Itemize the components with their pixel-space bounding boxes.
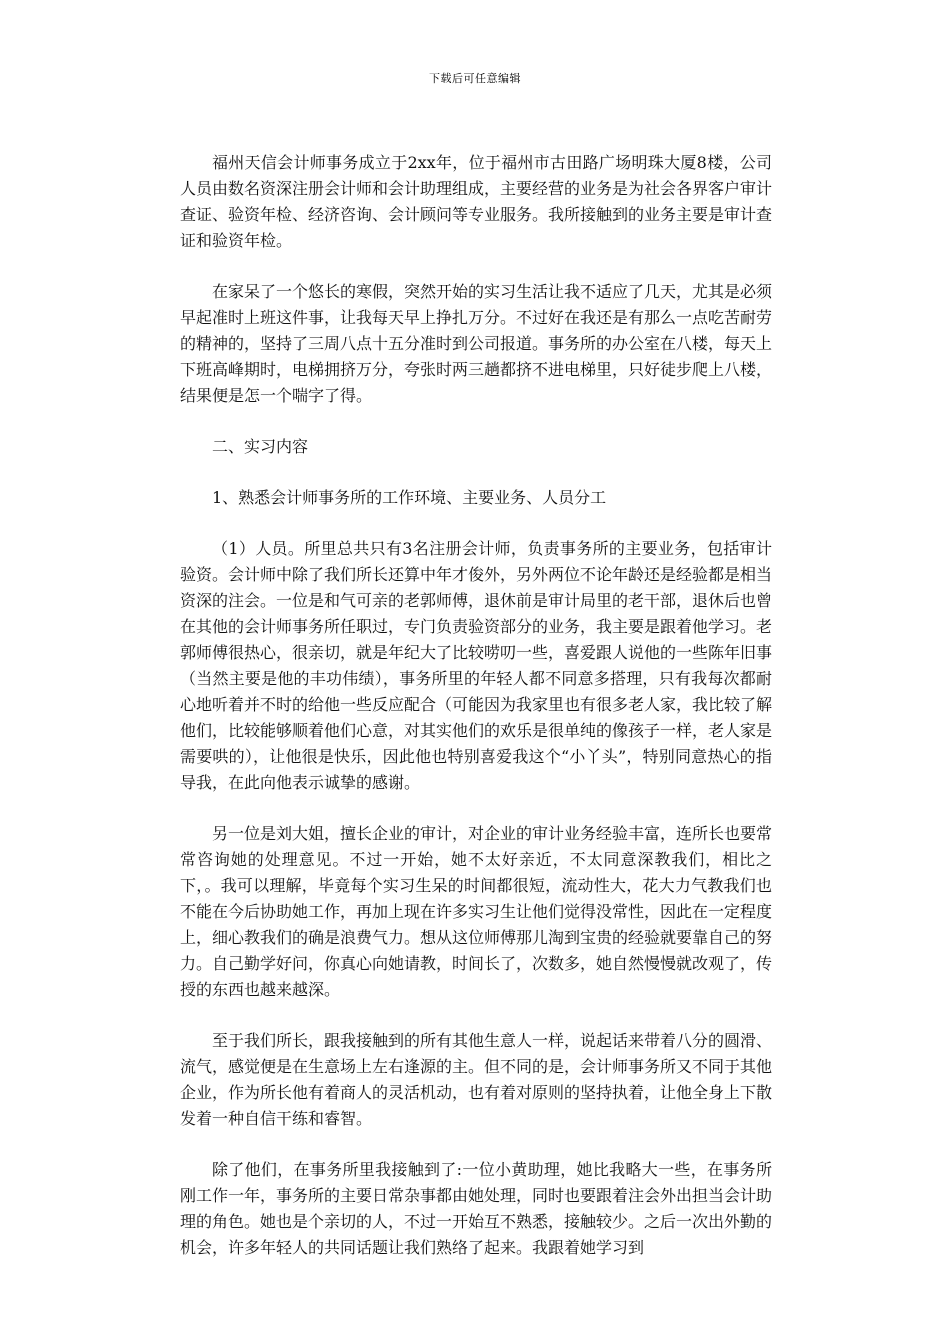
paragraph-director: 至于我们所长，跟我接触到的所有其他生意人一样，说起话来带着八分的圆滑、流气，感觉便是在生意场上左右逢源的主。但不同的是，会计师事务所又不同于其他企业，作为所长他有着商人的灵活机动，也有着对原则的坚持执着，让他全身上下散发着一种自信干练和睿智。 xyxy=(180,1031,773,1128)
paragraph-personnel: （1）人员。所里总共只有3名注册会计师，负责事务所的主要业务，包括审计验资。会计师中除了我们所长还算中年才俊外，另外两位不论年龄还是经验都是相当资深的注会。一位是和气可亲的老郭师傅，退休前是审计局里的老干部，退休后也曾在其他的会计师事务所任职过，专门负责验资部分的业务，我主要是跟着他学习。老郭师傅很热心，很亲切，就是年纪大了比较唠叨一些，喜爱跟人说他的一些陈年旧事（当然主要是他的丰功伟绩），事务所里的年轻人都不同意多搭理，只有我每次都耐心地听着并不时的给他一些反应配合（可能因为我家里也有很多老人家，我比较了解他们，比较能够顺着他们心意，对其实他们的欢乐是很单纯的像孩子一样，老人家是需要哄的），让他很是快乐，因此他也特别喜爱我这个“小丫头”，特别同意热心的指导我，在此向他表示诚挚的感谢。 xyxy=(180,539,773,792)
paragraph-assistant-huang: 除了他们，在事务所里我接触到了:一位小黄助理，她比我略大一些，在事务所刚工作一年，事务所的主要日常杂事都由她处理，同时也要跟着注会外出担当会计助理的角色。她也是个亲切的人，不过一开始互不熟悉，接触较少。之后一次出外勤的机会，许多年轻人的共同话题让我们熟络了起来。我跟着她学习到 xyxy=(180,1160,773,1257)
section-heading-internship-content: 二、实习内容 xyxy=(212,437,309,456)
document-body xyxy=(180,150,772,1286)
paragraph-sister-liu: 另一位是刘大姐，擅长企业的审计，对企业的审计业务经验丰富，连所长也要常常咨询她的处理意见。不过一开始，她不太好亲近，不太同意深教我们，相比之下，。我可以理解，毕竟每个实习生呆的时间都很短，流动性大，花大力气教我们也不能在今后协助她工作，再加上现在许多实习生让他们觉得没常性，因此在一定程度上，细心教我们的确是浪费气力。想从这位师傅那儿淘到宝贵的经验就要靠自己的努力。自己勤学好问，你真心向她请教，时间长了，次数多，她自然慢慢就改观了，传授的东西也越来越深。 xyxy=(180,824,773,999)
paragraph-company-intro: 福州天信会计师事务成立于2xx年，位于福州市古田路广场明珠大厦8楼，公司人员由数名资深注册会计师和会计助理组成，主要经营的业务是为社会各界客户审计查证、验资年检、经济咨询、会计顾问等专业服务。我所接触到的业务主要是审计查证和验资年检。 xyxy=(180,153,773,250)
subsection-heading-familiarize: 1、熟悉会计师事务所的工作环境、主要业务、人员分工 xyxy=(212,488,607,507)
header-note: 下载后可任意编辑 xyxy=(429,72,521,85)
paragraph-internship-start: 在家呆了一个悠长的寒假，突然开始的实习生活让我不适应了几天，尤其是必须早起准时上班这件事，让我每天早上挣扎万分。不过好在我还是有那么一点吃苦耐劳的精神的，坚持了三周八点十五分准时到公司报道。事务所的办公室在八楼，每天上下班高峰期时，电梯拥挤万分，夸张时两三趟都挤不进电梯里，只好徒步爬上八楼，结果便是怎一个喘字了得。 xyxy=(180,282,773,405)
